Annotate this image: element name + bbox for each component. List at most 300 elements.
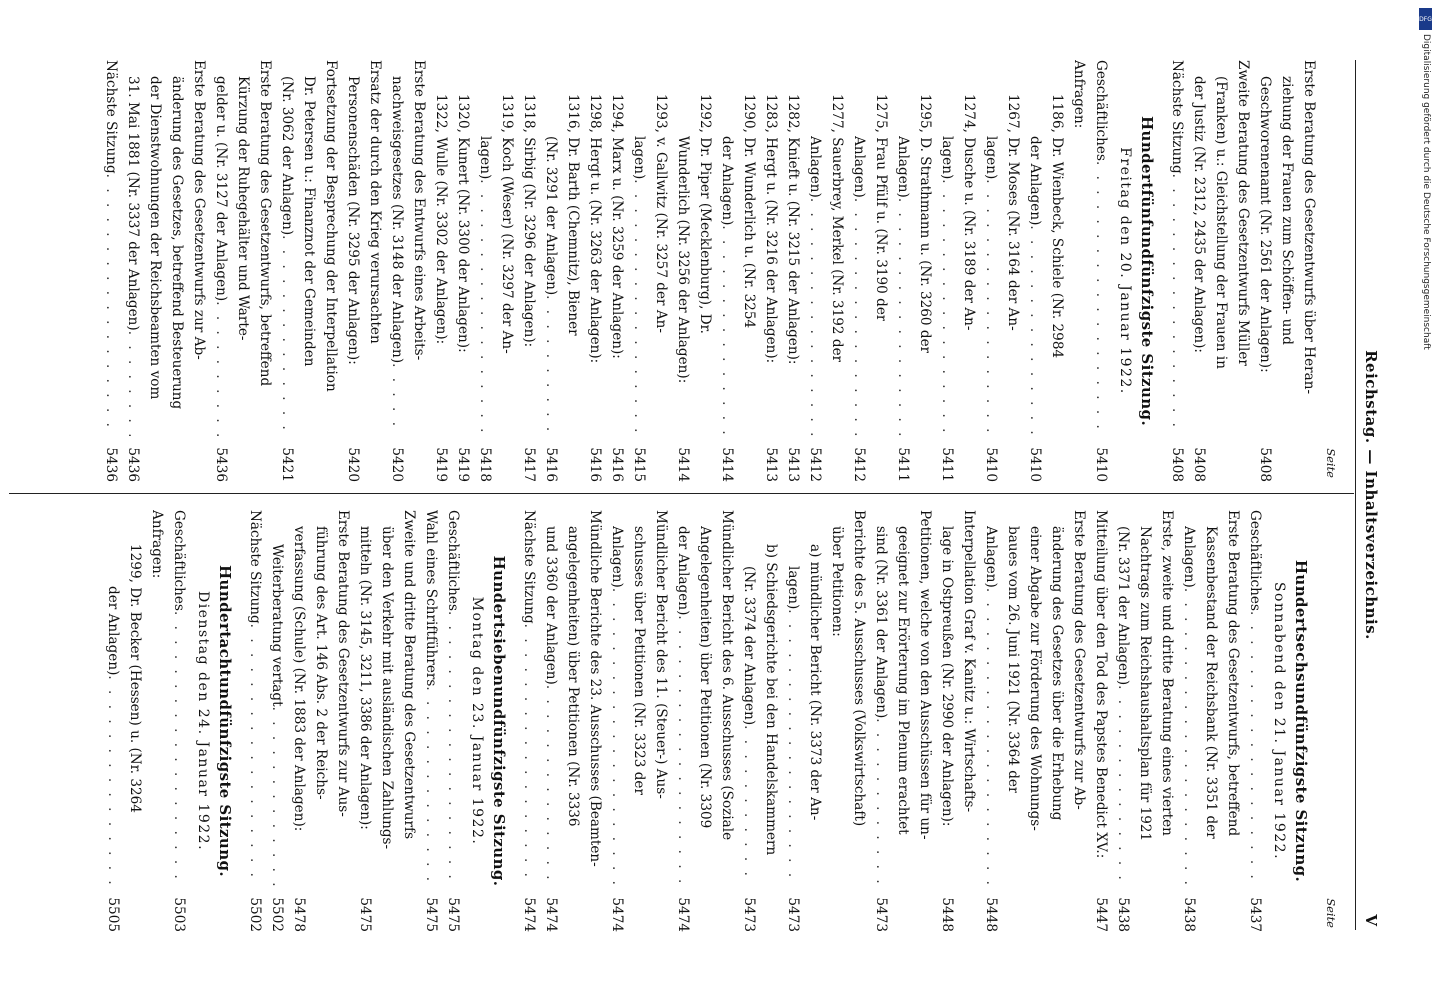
toc-entry-line <box>738 60 760 482</box>
dot-leader <box>442 611 464 886</box>
entry-text: gelder u. (Nr. 3127 der Anlagen) <box>213 76 229 302</box>
toc-entry-line <box>980 60 1002 482</box>
toc-entry-line <box>606 510 628 932</box>
entry-text: Erste Beratung des Gesetzentwurfs, betreffend <box>257 60 273 387</box>
entry-text: a) mündlicher Bericht (Nr. 3373 der An- <box>807 544 823 821</box>
page-ref: 5410 <box>983 447 999 482</box>
entry-text: 1277, Sauerbrey, Merkel (Nr. 3192 der <box>829 94 845 363</box>
toc-entry-line <box>760 60 782 482</box>
toc-entry-line <box>1210 60 1232 482</box>
toc-entry-line <box>738 510 760 932</box>
entry-text: Wahl eines Schriftführers <box>423 510 439 687</box>
entry-text: der Anlagen) <box>719 136 735 226</box>
toc-entry-line <box>870 60 892 482</box>
toc-entry-line <box>376 510 398 932</box>
toc-entry-line <box>1024 510 1046 932</box>
toc-entry-line <box>386 60 408 482</box>
toc-entry-line <box>540 510 562 932</box>
entry-text: Geschäftliches <box>1247 510 1263 611</box>
entry-text: 1274, Dusche u. (Nr. 3189 der An- <box>961 94 977 331</box>
entry-text: 1293, v. Gallwitz (Nr. 3257 der An- <box>653 94 669 334</box>
digitization-note-text: Digitalisierung gefördert durch die Deutsche Forschungsgemeinschaft <box>1421 34 1431 350</box>
page-ref: 5505 <box>105 897 121 932</box>
toc-entry-line <box>1090 510 1112 932</box>
toc-entry-line <box>1002 510 1024 932</box>
dot-leader <box>848 198 870 436</box>
page-ref: 5408 <box>1169 447 1185 482</box>
dot-leader <box>168 611 190 886</box>
entry-text: 1294, Marx u. (Nr. 3259 der Anlagen): <box>609 94 625 359</box>
dot-leader <box>122 331 144 436</box>
entry-text: Kassenbestand der Reichsbank (Nr. 3351 der <box>1203 526 1219 839</box>
toc-entry-line <box>332 510 354 932</box>
dot-leader <box>540 295 562 436</box>
entry-text: 1295, D. Strathmann u. (Nr. 3260 der <box>917 94 933 354</box>
toc-entry-line <box>540 60 562 482</box>
page-ref: 5475 <box>357 897 373 932</box>
dot-leader <box>716 225 738 436</box>
toc-entry-line <box>244 510 266 932</box>
entry-text: 1186, Dr. Wienbeck, Schiele (Nr. 2984 <box>1049 94 1065 359</box>
entry-text: Erste Beratung des Gesetzentwurfs zur Aus- <box>335 510 351 817</box>
entry-text: Anlagen) <box>851 136 867 198</box>
session-heading: Hundertsechsundfünfzigste Sitzung. <box>1292 559 1310 883</box>
toc-entry-line <box>716 510 738 932</box>
dot-leader <box>266 707 288 886</box>
toc-entry-line <box>672 510 694 932</box>
entry-text: Interpellation Graf v. Kanitz u.: Wirtschafts- <box>961 510 977 813</box>
entry-text: verfassung (Schule) (Nr. 1883 der Anlagen): <box>291 526 307 832</box>
entry-text: über Petitionen: <box>829 526 845 637</box>
entry-text: 1290, Dr. Wunderlich u. (Nr. 3254 <box>741 94 757 329</box>
dot-leader <box>100 174 122 436</box>
toc-entry-line <box>716 60 738 482</box>
dot-leader <box>244 624 266 886</box>
entry-text: ziehung der Frauen zum Schöffen- und <box>1279 76 1295 345</box>
entry-text: 31. Mai 1881 (Nr. 3337 der Anlagen) <box>125 76 141 331</box>
toc-entry-line <box>848 510 870 932</box>
session-date: Dienstag den 24. Januar 1922. <box>195 590 211 852</box>
entry-text: lage in Ostpreußen (Nr. 2990 der Anlagen): <box>939 526 955 827</box>
dot-leader <box>980 588 1002 886</box>
entry-text: der Anlagen) <box>1027 136 1043 226</box>
dot-leader <box>1166 174 1188 436</box>
entry-text: Erste Beratung des Gesetzentwurfs, betreffend <box>1225 510 1241 837</box>
page-ref: 5475 <box>423 897 439 932</box>
toc-entry-line <box>430 60 452 482</box>
entry-text: Nachtrags zum Reichshaushaltsplan für 1921 <box>1137 526 1153 842</box>
toc-entry-line <box>442 510 464 932</box>
entry-text: Erste Beratung des Gesetzentwurfs zur Ab- <box>1071 510 1087 810</box>
entry-text: Geschäftliches <box>1093 60 1109 161</box>
toc-entry-line <box>320 60 342 482</box>
entry-text: baues vom 26. Juni 1921 (Nr. 3364 der <box>1005 526 1021 794</box>
toc-entry-line <box>892 60 914 482</box>
toc-entry-line <box>804 60 826 482</box>
page-ref: 5436 <box>125 447 141 482</box>
toc-entry-line <box>936 510 958 932</box>
entry-text: (Nr. 3062 der Anlagen) <box>279 76 295 236</box>
toc-entry-line <box>298 60 320 482</box>
dot-leader <box>936 179 958 436</box>
dot-leader <box>276 235 298 436</box>
page-ref: 5416 <box>543 447 559 482</box>
page-ref: 5436 <box>103 447 119 482</box>
dot-leader <box>474 179 496 436</box>
page-number: V <box>1362 914 1380 926</box>
page-ref: 5418 <box>477 447 493 482</box>
entry-text: Fortsetzung der Besprechung der Interpellation <box>323 60 339 392</box>
entry-text: (Nr. 3374 der Anlagen) <box>741 566 757 726</box>
toc-entry-line <box>288 510 310 932</box>
entry-text: Weiterberatung vertagt <box>269 544 285 707</box>
entry-text: lagen) <box>939 136 955 180</box>
page-ref: 5410 <box>1093 447 1109 482</box>
toc-entry-line <box>1244 510 1266 932</box>
page-ref: 5475 <box>445 897 461 932</box>
toc-entry-line <box>848 60 870 482</box>
toc-entry-line <box>892 510 914 932</box>
entry-text: Nächste Sitzung <box>103 60 119 174</box>
seite-label: Seite <box>1324 448 1338 478</box>
dot-leader <box>1112 685 1134 886</box>
page-ref: 5502 <box>269 897 285 932</box>
entry-text: (Franken) u.: Gleichstellung der Frauen in <box>1213 76 1229 369</box>
toc-entry-line <box>760 510 782 932</box>
entry-text: 1319, Koch (Weser) (Nr. 3297 der An- <box>499 94 515 354</box>
toc-entry-line <box>122 60 144 482</box>
entry-text: 1320, Kunert (Nr. 3300 der Anlagen): <box>455 94 471 353</box>
entry-text: Erste Beratung des Gesetzentwurfs über Heran- <box>1301 60 1317 395</box>
toc-entry-line <box>980 510 1002 932</box>
entry-text: Geschäftliches <box>445 510 461 611</box>
toc-entry-line <box>562 510 584 932</box>
toc-entry-line <box>266 510 288 932</box>
page-ref: 5419 <box>455 447 471 482</box>
toc-entry-line <box>342 60 364 482</box>
dot-leader <box>518 624 540 886</box>
entry-text: Petitionen, welche von den Ausschüssen für un- <box>917 510 933 840</box>
toc-entry-line <box>804 510 826 932</box>
toc-entry-line <box>398 510 420 932</box>
toc-entry-line <box>518 60 540 482</box>
toc-entry-line <box>914 510 936 932</box>
page-ref: 5437 <box>1247 897 1263 932</box>
entry-text: b) Schiedsgerichte bei den Handelskammern <box>763 544 779 856</box>
entry-text: Nächste Sitzung <box>247 510 263 624</box>
session-heading: Hundertfünfundfünfzigste Sitzung. <box>1138 115 1156 427</box>
toc-column-right <box>102 510 1342 932</box>
toc-entry-line <box>452 60 474 482</box>
toc-entry-line <box>310 510 332 932</box>
toc-entry-line <box>254 60 276 482</box>
toc-entry-line <box>354 510 376 932</box>
toc-entry-line <box>188 60 210 482</box>
dot-leader <box>870 718 892 886</box>
toc-entry-line <box>474 60 496 482</box>
dot-leader <box>386 363 408 436</box>
page-ref: 5411 <box>895 447 911 482</box>
page-ref: 5420 <box>345 447 361 482</box>
entry-text: einer Abgabe zur Förderung des Wohnungs- <box>1027 526 1043 831</box>
page-ref: 5414 <box>675 447 691 482</box>
toc-entry-line <box>1024 60 1046 482</box>
entry-text: Mündlicher Bericht des 11. (Steuer-) Aus- <box>653 510 669 799</box>
page-ref: 5412 <box>851 447 867 482</box>
seite-label: Seite <box>1324 898 1338 928</box>
entry-text: führung des Art. 146 Abs. 2 der Reichs- <box>313 526 329 800</box>
dot-leader <box>980 179 1002 436</box>
toc-entry-line <box>102 510 124 932</box>
entry-text: lagen) <box>477 136 493 180</box>
entry-text: Mündliche Berichte des 23. Ausschusses (Beamten- <box>587 510 603 867</box>
page-ref: 5473 <box>741 897 757 932</box>
dot-leader <box>1244 611 1266 886</box>
dot-leader <box>782 609 804 886</box>
dot-leader <box>1024 225 1046 436</box>
entry-text: 1282, Knieft u. (Nr. 3215 der Anlagen): <box>785 94 801 365</box>
toc-entry-line <box>914 60 936 482</box>
page-ref: 5474 <box>675 897 691 932</box>
entry-text: Erste, zweite und dritte Beratung eines vierten <box>1159 510 1175 836</box>
page-ref: 5478 <box>291 897 307 932</box>
entry-text: Ersatz der durch den Krieg verursachten <box>367 60 383 344</box>
page-ref: 5411 <box>939 447 955 482</box>
toc-entry-line <box>1068 60 1090 482</box>
page-ref: 5503 <box>171 897 187 932</box>
session-date: Sonnabend den 21. Januar 1922. <box>1271 581 1287 861</box>
entry-text: der Dienstwohnungen der Reichsbeamten vom <box>147 76 163 400</box>
page-ref: 5448 <box>939 897 955 932</box>
entry-text: über den Verkehr mit ausländischen Zahlungs- <box>379 526 395 850</box>
dot-leader <box>1090 161 1112 436</box>
toc-entry-line <box>606 60 628 482</box>
entry-text: Zweite Beratung des Gesetzentwurfs Müller <box>1235 60 1251 366</box>
entry-text: 1316, Dr. Barth (Chemnitz), Biener <box>565 94 581 336</box>
entry-text: Anlagen) <box>983 526 999 588</box>
entry-text: (Nr. 3371 der Anlagen) <box>1115 526 1131 686</box>
page-ref: 5415 <box>631 447 647 482</box>
toc-entry-line <box>1112 510 1134 932</box>
page-ref: 5438 <box>1115 897 1131 932</box>
entry-text: Wunderlich (Nr. 3256 der Anlagen): <box>675 136 691 384</box>
session-date: Freitag den 20. Januar 1922. <box>1117 147 1133 395</box>
dot-leader <box>738 725 760 886</box>
digitization-note <box>1419 34 1433 734</box>
toc-entry-line <box>1166 60 1188 482</box>
toc-entry-line <box>168 510 190 932</box>
page-ref: 5473 <box>785 897 801 932</box>
entry-text: Kürzung der Ruhegehälter und Warte- <box>235 76 251 341</box>
toc-entry-line <box>124 510 146 932</box>
dot-leader <box>210 301 232 436</box>
toc-entry-line <box>518 510 540 932</box>
entry-text: Berichte des 5. Ausschusses (Volkswirtschaft) <box>851 510 867 827</box>
toc-entry-line <box>694 510 716 932</box>
entry-text: Geschworenenamt (Nr. 2561 der Anlagen): <box>1257 76 1273 373</box>
entry-text: Angelegenheiten) über Petitionen (Nr. 3309 <box>697 526 713 829</box>
toc-entry-line <box>562 60 584 482</box>
entry-text: Mündlicher Bericht des 6. Ausschusses (Soziale <box>719 510 735 841</box>
page-ref: 5474 <box>543 897 559 932</box>
page-ref: 5447 <box>1093 897 1109 932</box>
entry-text: angelegenheiten) über Petitionen (Nr. 3336 <box>565 526 581 827</box>
dot-leader <box>804 198 826 436</box>
entry-text: lagen) <box>631 136 647 180</box>
entry-text: der Anlagen) <box>105 586 121 676</box>
entry-text: nachweisgesetzes (Nr. 3148 der Anlagen) <box>389 76 405 364</box>
session-date: Montag den 23. Januar 1922. <box>469 596 485 846</box>
page-ref: 5473 <box>873 897 889 932</box>
toc-column-left <box>100 60 1342 482</box>
toc-entry-line <box>1178 510 1200 932</box>
entry-text: Anfragen: <box>149 510 165 579</box>
entry-text: Geschäftliches <box>171 510 187 611</box>
dot-leader <box>102 675 124 886</box>
entry-text: der Anlagen) <box>675 526 691 616</box>
toc-entry-line <box>408 60 430 482</box>
entry-text: 1322, Wulle (Nr. 3302 der Anlagen): <box>433 94 449 345</box>
entry-text: 1283, Hergt u. (Nr. 3216 der Anlagen): <box>763 94 779 364</box>
toc-entry-line <box>958 60 980 482</box>
dfg-logo-text: DFG <box>1419 15 1432 23</box>
entry-text: Zweite und dritte Beratung des Gesetzentwurfs <box>401 510 417 840</box>
toc-entry-line <box>232 60 254 482</box>
toc-entry-line <box>672 60 694 482</box>
page-ref: 5414 <box>719 447 735 482</box>
page-ref: 5436 <box>213 447 229 482</box>
entry-text: mitteln (Nr. 3145, 3211, 3386 der Anlagen): <box>357 526 373 830</box>
entry-text: 1275, Frau Pfülf u. (Nr. 3190 der <box>873 94 889 322</box>
toc-entry-line <box>936 60 958 482</box>
entry-text: (Nr. 3291 der Anlagen) <box>543 136 559 296</box>
toc-entry-line <box>276 60 298 482</box>
entry-text: Anlagen) <box>807 136 823 198</box>
page-ref: 5448 <box>983 897 999 932</box>
dot-leader <box>420 686 442 886</box>
entry-text: Erste Beratung des Gesetzentwurfs zur Ab- <box>191 60 207 360</box>
toc-entry-line <box>1090 60 1112 482</box>
page-ref: 5413 <box>763 447 779 482</box>
running-header <box>1355 60 1380 930</box>
toc-entry-line <box>650 510 672 932</box>
page-ref: 5417 <box>521 447 537 482</box>
toc-entry-line <box>144 60 166 482</box>
page-ref: 5474 <box>521 897 537 932</box>
toc-entry-line <box>1068 510 1090 932</box>
toc-entry-line <box>958 510 980 932</box>
page-ref: 5410 <box>1027 447 1043 482</box>
page-ref: 5419 <box>433 447 449 482</box>
toc-entry-line <box>628 60 650 482</box>
entry-text: 1318, Sirbig (Nr. 3296 der Anlagen): <box>521 94 537 348</box>
entry-text: sind (Nr. 3361 der Anlagen) <box>873 526 889 719</box>
dot-leader <box>672 615 694 886</box>
entry-text: Anlagen) <box>1181 526 1197 588</box>
toc-entry-line <box>496 60 518 482</box>
toc-entry-line <box>1156 510 1178 932</box>
entry-text: Nächste Sitzung <box>521 510 537 624</box>
toc-entry-line <box>782 510 804 932</box>
toc-entry-line <box>1046 60 1068 482</box>
page-ref: 5408 <box>1191 447 1207 482</box>
entry-text: änderung des Gesetzes, betreffend Besteuerung <box>169 76 185 410</box>
session-heading: Hundertsiebenundfünfzigste Sitzung. <box>490 555 508 887</box>
toc-entry-line <box>826 60 848 482</box>
toc-entry-line <box>364 60 386 482</box>
toc-entry-line <box>584 60 606 482</box>
page-ref: 5416 <box>587 447 603 482</box>
entry-text: 1292, Dr. Piper (Mecklenburg), Dr. <box>697 94 713 334</box>
toc-entry-line <box>1298 60 1320 482</box>
entry-text: lagen) <box>785 566 801 610</box>
toc-entry-line <box>1002 60 1024 482</box>
toc-entry-line <box>584 510 606 932</box>
entry-text: 1299, Dr. Becker (Hessen) u. (Nr. 3264 <box>127 544 143 813</box>
session-heading: Hundertachtundfünfzigste Sitzung. <box>216 564 234 878</box>
entry-text: Dr. Petersen u.: Finanznot der Gemeinden <box>301 76 317 367</box>
entry-text: geeignet zur Erörterung im Plenum erachtet <box>895 526 911 835</box>
page-ref: 5421 <box>279 447 295 482</box>
toc-entry-line <box>782 60 804 482</box>
page-header-title: Reichstag. — Inhaltsverzeichnis. <box>1362 350 1380 640</box>
toc-entry-line <box>210 60 232 482</box>
dot-leader <box>1178 588 1200 886</box>
toc-entry-line <box>870 510 892 932</box>
entry-text: Personenschäden (Nr. 3295 der Anlagen): <box>345 76 361 365</box>
entry-text: 1267, Dr. Moses (Nr. 3164 der An- <box>1005 94 1021 331</box>
entry-text: Mitteilung über den Tod des Papstes Benedict XV.: <box>1093 510 1109 859</box>
page-ref: 5474 <box>609 897 625 932</box>
dot-leader <box>540 685 562 886</box>
toc-entry-line <box>694 60 716 482</box>
toc-entry-line <box>420 510 442 932</box>
entry-text: Anlagen) <box>895 136 911 198</box>
dot-leader <box>606 588 628 886</box>
toc-entry-line <box>650 60 672 482</box>
entry-text: lagen) <box>983 136 999 180</box>
toc-entry-line <box>1046 510 1068 932</box>
page-ref: 5502 <box>247 897 263 932</box>
entry-text: Nächste Sitzung <box>1169 60 1185 174</box>
toc-entry-line <box>166 60 188 482</box>
toc-entry-line <box>1200 510 1222 932</box>
page-ref: 5408 <box>1257 447 1273 482</box>
toc-entry-line <box>826 510 848 932</box>
dfg-logo <box>1419 8 1432 30</box>
entry-text: Erste Beratung des Entwurfs eines Arbeits- <box>411 60 427 361</box>
page-ref: 5413 <box>785 447 801 482</box>
entry-text: änderung des Gesetzes über die Erhebung <box>1049 526 1065 821</box>
toc-entry-line <box>1276 60 1298 482</box>
page-ref: 5420 <box>389 447 405 482</box>
entry-text: schusses über Petitionen (Nr. 3323 der <box>631 526 647 795</box>
entry-text: der Justiz (Nr. 2312, 2435 der Anlagen): <box>1191 76 1207 354</box>
entry-text: 1298, Hergt u. (Nr. 3263 der Anlagen): <box>587 94 603 364</box>
toc-entry-line <box>1188 60 1210 482</box>
toc-entry-line <box>1254 60 1276 482</box>
entry-text: Anfragen: <box>1071 60 1087 129</box>
page-ref: 5438 <box>1181 897 1197 932</box>
entry-text: und 3360 der Anlagen) <box>543 526 559 685</box>
dot-leader <box>628 179 650 436</box>
column-divider <box>9 493 1354 494</box>
page-ref: 5412 <box>807 447 823 482</box>
toc-entry-line <box>628 510 650 932</box>
toc-entry-line <box>1232 60 1254 482</box>
toc-entry-line <box>100 60 122 482</box>
page-ref: 5416 <box>609 447 625 482</box>
